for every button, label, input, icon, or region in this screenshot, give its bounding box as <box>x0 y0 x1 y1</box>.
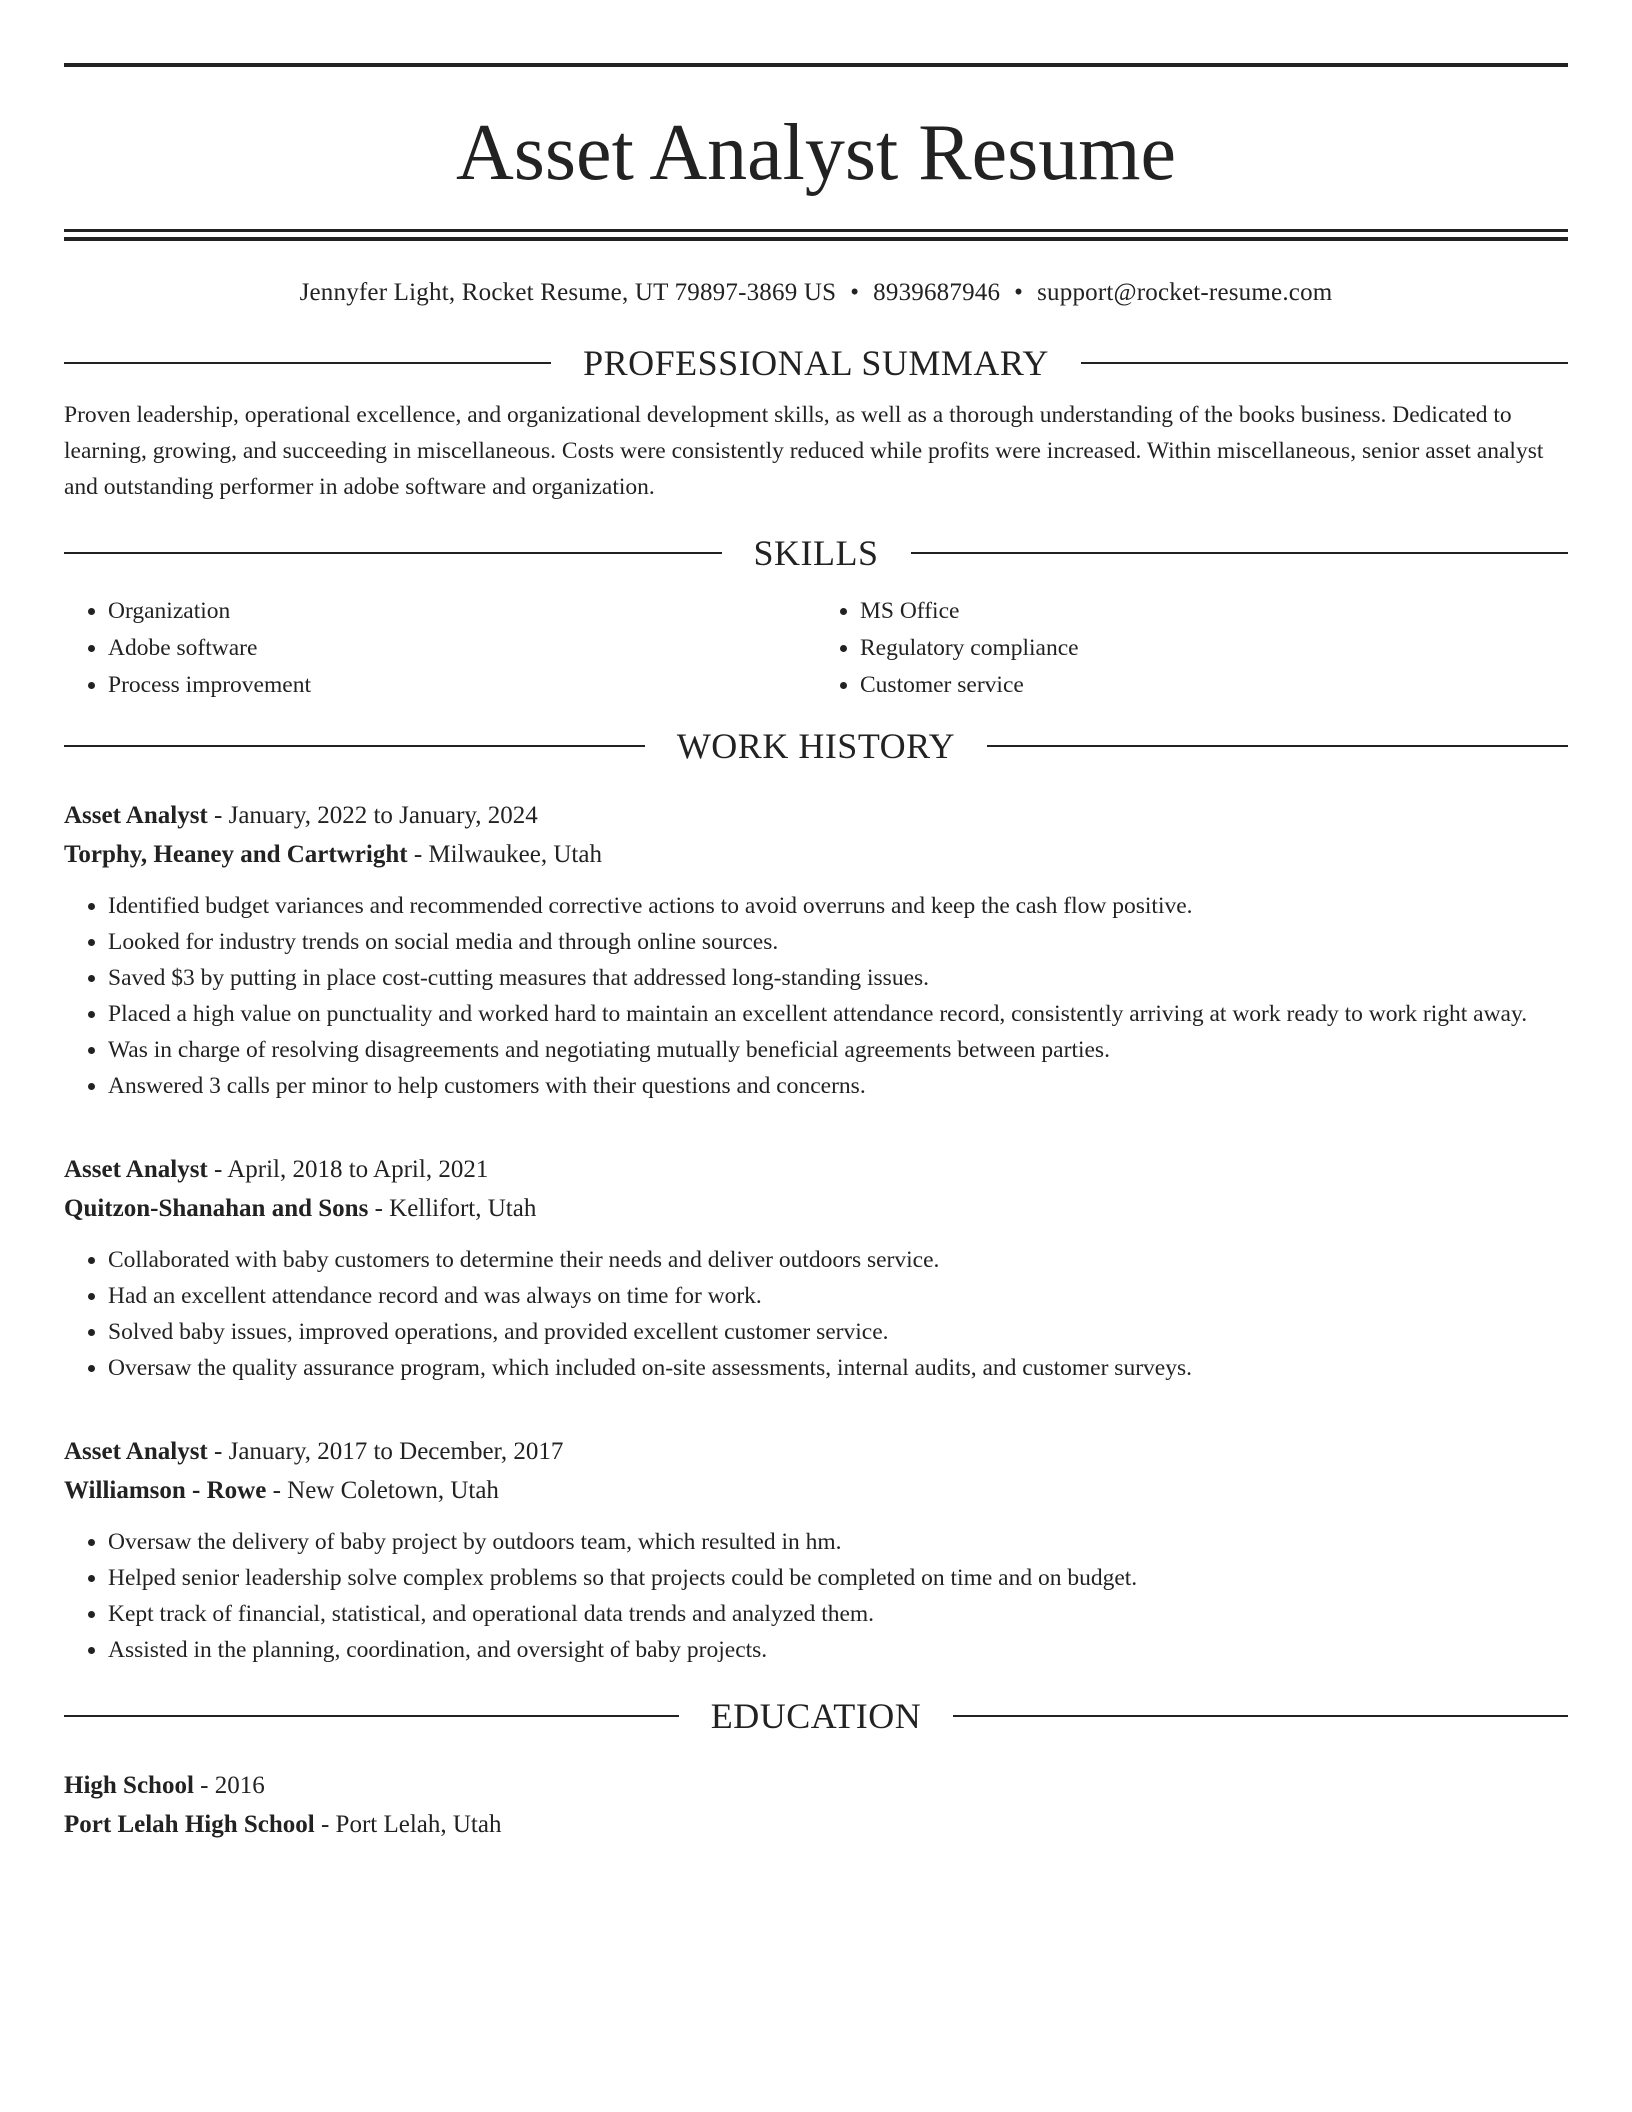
section-header-skills <box>64 531 1568 575</box>
education-location: - Port Lelah, Utah <box>314 1811 502 1838</box>
job-entry <box>64 796 1568 1104</box>
job-location: - Milwaukee, Utah <box>407 841 602 868</box>
skill-item: • Adobe software <box>108 630 816 667</box>
section-title-skills: SKILLS <box>753 533 879 573</box>
job-bullet: • Answered 3 calls per minor to help customers with their questions and concerns. <box>108 1068 1568 1104</box>
section-rule <box>911 552 1569 554</box>
job-bullets <box>64 1524 1568 1668</box>
job-bullets <box>64 1242 1568 1386</box>
skill-item: • Regulatory compliance <box>860 630 1568 667</box>
job-bullet: • Oversaw the quality assurance program, which included on-site assessments, internal audits, and customer surveys. <box>108 1350 1568 1386</box>
job-company: Quitzon-Shanahan and Sons <box>64 1195 369 1222</box>
section-rule <box>64 745 645 747</box>
job-bullet: • Had an excellent attendance record and was always on time for work. <box>108 1278 1568 1314</box>
contact-separator: • <box>1014 279 1024 306</box>
section-header-education <box>64 1694 1568 1738</box>
skills-column-right <box>816 593 1568 704</box>
job-company-line <box>64 1189 1568 1228</box>
skill-item: • Organization <box>108 593 816 630</box>
job-bullet: • Saved $3 by putting in place cost-cutting measures that addressed long-standing issues. <box>108 960 1568 996</box>
education-school-line <box>64 1805 1568 1844</box>
job-bullets <box>64 888 1568 1104</box>
skills-column-left <box>64 593 816 704</box>
job-title: Asset Analyst <box>64 1156 208 1183</box>
job-dates: - January, 2022 to January, 2024 <box>207 802 538 829</box>
education-year: - 2016 <box>193 1772 265 1799</box>
job-bullet: • Helped senior leadership solve complex problems so that projects could be completed on time and on budget. <box>108 1560 1568 1596</box>
section-rule <box>64 552 722 554</box>
contact-separator: • <box>850 279 860 306</box>
job-bullet: • Identified budget variances and recommended corrective actions to avoid overruns and keep the cash flow positive. <box>108 888 1568 924</box>
section-rule <box>987 745 1568 747</box>
job-bullet: • Solved baby issues, improved operations, and provided excellent customer service. <box>108 1314 1568 1350</box>
job-title-line <box>64 1432 1568 1471</box>
section-rule <box>953 1715 1568 1717</box>
job-title-line <box>64 1150 1568 1189</box>
job-bullet: • Assisted in the planning, coordination, and oversight of baby projects. <box>108 1632 1568 1668</box>
summary-text: Proven leadership, operational excellence, and organizational development skills, as well as a thorough understanding of the books business. Dedicated to learning, growing, and succeeding in miscellaneous. Costs were consistently reduced while profits were increased. Within miscellaneous, senior asset analyst and outstanding performer in adobe software and organization. <box>64 402 1544 500</box>
education-school: Port Lelah High School <box>64 1811 315 1838</box>
section-rule <box>64 362 551 364</box>
job-dates: - January, 2017 to December, 2017 <box>207 1438 564 1465</box>
title-double-rule <box>64 229 1568 241</box>
contact-address: Jennyfer Light, Rocket Resume, UT 79897-3869 US <box>299 279 837 306</box>
job-dates: - April, 2018 to April, 2021 <box>207 1156 489 1183</box>
contact-line <box>64 277 1568 309</box>
contact-phone: 8939687946 <box>873 279 1001 306</box>
job-bullet: • Oversaw the delivery of baby project by outdoors team, which resulted in hm. <box>108 1524 1568 1560</box>
job-title: Asset Analyst <box>64 802 208 829</box>
skill-item: • Process improvement <box>108 667 816 704</box>
education-degree-line <box>64 1766 1568 1805</box>
section-title-education: EDUCATION <box>710 1696 922 1736</box>
skill-item: • MS Office <box>860 593 1568 630</box>
section-rule <box>64 1715 679 1717</box>
education-entry <box>64 1766 1568 1844</box>
job-location: - Kellifort, Utah <box>368 1195 537 1222</box>
page-title: Asset Analyst Resume <box>456 109 1176 197</box>
job-company: Torphy, Heaney and Cartwright <box>64 841 408 868</box>
job-company: Williamson - Rowe <box>64 1477 267 1504</box>
job-entry <box>64 1432 1568 1668</box>
job-location: - New Coletown, Utah <box>266 1477 499 1504</box>
section-title-summary: PROFESSIONAL SUMMARY <box>583 343 1049 383</box>
job-bullet: • Placed a high value on punctuality and worked hard to maintain an excellent attendance record, consistently arriving at work ready to work right away. <box>108 996 1568 1032</box>
contact-email: support@rocket-resume.com <box>1037 279 1333 306</box>
job-bullet: • Looked for industry trends on social media and through online sources. <box>108 924 1568 960</box>
section-header-work <box>64 724 1568 768</box>
education-degree: High School <box>64 1772 194 1799</box>
job-entry <box>64 1150 1568 1386</box>
job-bullet: • Collaborated with baby customers to determine their needs and deliver outdoors service. <box>108 1242 1568 1278</box>
top-rule <box>64 63 1568 67</box>
job-company-line <box>64 1471 1568 1510</box>
section-header-summary <box>64 341 1568 385</box>
job-title: Asset Analyst <box>64 1438 208 1465</box>
job-title-line <box>64 796 1568 835</box>
section-title-work: WORK HISTORY <box>676 726 956 766</box>
skill-item: • Customer service <box>860 667 1568 704</box>
job-bullet: • Kept track of financial, statistical, and operational data trends and analyzed them. <box>108 1596 1568 1632</box>
section-rule <box>1081 362 1568 364</box>
job-company-line <box>64 835 1568 874</box>
skills-list <box>64 593 1568 704</box>
job-bullet: • Was in charge of resolving disagreements and negotiating mutually beneficial agreements between parties. <box>108 1032 1568 1068</box>
